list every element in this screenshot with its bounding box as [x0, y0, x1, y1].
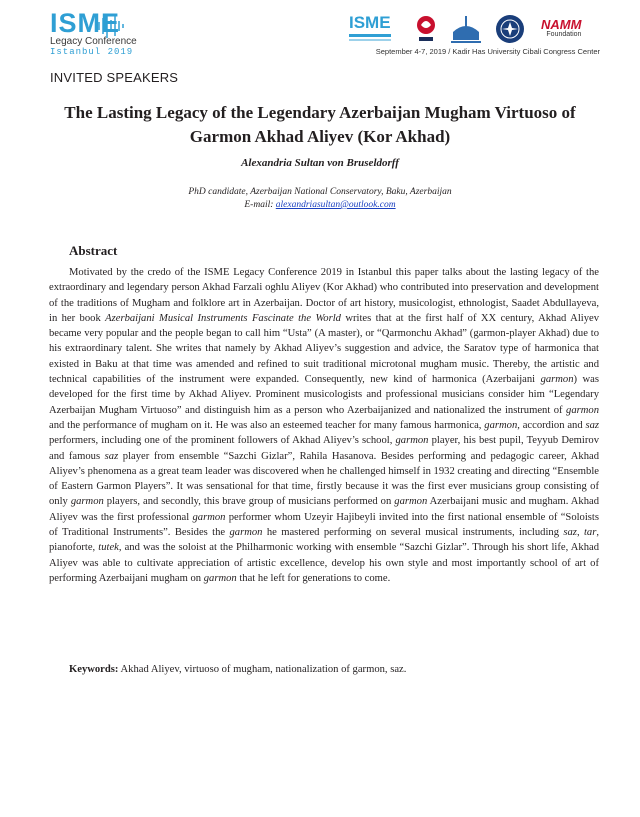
author-email-line	[60, 199, 580, 212]
abstract-text-run: that he left for generations to come.	[236, 572, 391, 584]
abstract-italic-term: garmon	[203, 572, 237, 584]
abstract-text-run: players, and secondly, this brave group of musicians performed on	[103, 496, 395, 508]
email-label: E-mail:	[244, 200, 276, 210]
abstract-italic-term: garmon	[395, 435, 429, 447]
university-seal-icon	[495, 14, 525, 44]
abstract-text-run: player from ensemble “Sazchi Gizlar”, Rahila Hasanova. Besides performing and pedagogic career, Akhad Aliyev’s phenomena as a great team leader was discovered when he challenged himself in 1932 creating and directing “Ensemble of Eastern Garmon Players”. It was sensational for that time, firstly because it was the first ever musicians group consisting of only	[49, 450, 600, 508]
abstract-italic-term: garmon	[70, 496, 104, 508]
abstract-text-run: player, his best pupil, Teyyub Demirov and famous	[49, 435, 599, 462]
abstract-italic-term: saz	[563, 527, 577, 539]
abstract-italic-term: garmon	[394, 496, 428, 508]
abstract-italic-term: garmon	[229, 527, 263, 539]
keywords-label: Keywords:	[69, 664, 119, 675]
keywords-text: Akhad Aliyev, virtuoso of mugham, nationalization of garmon, saz.	[120, 664, 407, 675]
abstract-text-run: and the performance of mugham on it. He was also an esteemed teacher for many famous harmonica,	[49, 419, 485, 431]
abstract-italic-term: saz	[585, 419, 600, 431]
abstract-text-run: Azerbaijani music and mugham. Akhad Aliyev was the first professional	[49, 496, 599, 523]
conference-logo-title: ISME	[50, 8, 121, 38]
author-name: Alexandria Sultan von Bruseldorff	[241, 157, 399, 169]
abstract-text-run: , pianoforte,	[49, 527, 599, 554]
section-label: INVITED SPEAKERS	[50, 70, 179, 85]
abstract-italic-term: Azerbaijani Musical Instruments Fascinate the World	[105, 312, 341, 324]
abstract-text-run: ) was developed for the first time by Akhad Aliyev. Prominent musicologists and professional musicians consider him “Legendary Azerbaijan Mugham Virtuoso” and distinguish him as a person who Azerbaijanized and nationalized the instrument of	[49, 374, 599, 416]
abstract-italic-term: garmon	[484, 419, 518, 431]
conference-logo-city: Istanbul 2019	[50, 47, 134, 57]
abstract-text-run: he mastered performing on several musical instruments, including	[262, 527, 564, 539]
namm-foundation-logo: NAMM Foundation	[541, 17, 582, 38]
conference-logo-subtitle: Legacy Conference	[50, 36, 137, 47]
paper-title-line-2: Garmon Akhad Aliyev (Kor Akhad)	[189, 127, 451, 146]
abstract-text-run: writes that at the first half of XX century, Akhad Aliyev became very popular and the people began to call him “Usta” (A master), or “Qarmonchu Akhad” (garmon-player Akhad) due to his extraordinary talent. She writes that namely by Akhad Aliyev’s suggestion and advice, the Saratov type of harmonica that existed in Baku at that time was amended and refined to suit traditional microtonal mugham music. Thereby, the artistic and technical capabilities of the instrument were expanded. Consequently, new kind of harmonica (Azerbaijani	[49, 312, 599, 386]
abstract-text-run: Motivated by the credo of the ISME Legacy Conference 2019 in Istanbul this paper talks about the lasting legacy of the extraordinary and legendary person Akhad Farzali oghlu Aliyev (Kor Akhad) who contributed into preservation and development of the traditions of Mugham and folklore art in Azerbaijan. Doctor of art history, musicologist, ethnologist, Saadet Abdullayeva, in her book	[49, 267, 599, 324]
abstract-italic-term: tar	[583, 527, 597, 539]
abstract-body	[49, 265, 599, 586]
author-email-link[interactable]: alexandriasultan@outlook.com	[275, 200, 396, 210]
author-affiliation-block	[60, 186, 580, 212]
keywords-line	[69, 664, 406, 675]
conference-date-venue: September 4-7, 2019 / Kadir Has University Cibali Congress Center	[375, 47, 600, 56]
isme-sponsor-logo: ISME	[349, 14, 391, 41]
abstract-italic-term: garmon	[192, 511, 226, 523]
abstract-text-run: performer whom Uzeyir Hajibeyli invited into the first national ensemble of “Soloists of Traditional Instruments”. Besides the	[49, 511, 599, 539]
paper-title-line-1: The Lasting Legacy of the Legendary Azerbaijan Mugham Virtuoso of	[64, 103, 576, 122]
institute-emblem-icon	[413, 14, 439, 44]
abstract-text-run: performers, including one of the prominent followers of Akhad Aliyev’s school,	[49, 435, 396, 447]
abstract-text-run: ,	[576, 527, 584, 539]
abstract-text-run: , accordion and	[517, 419, 586, 431]
abstract-text-run: , and was the soloist at the Philharmonic working with ensemble “Sazchi Gizlar”. Through his short life, Akhad Aliyev was able to cultivate appreciation of artistic excellence, develop his own style and most importantly school of art of performing Azerbaijani mugham on	[49, 542, 599, 584]
abstract-italic-term: saz	[104, 450, 119, 462]
abstract-heading: Abstract	[69, 243, 118, 258]
abstract-italic-term: garmon	[566, 404, 599, 416]
author-affiliation: PhD candidate, Azerbaijan National Conservatory, Baku, Azerbaijan	[188, 187, 452, 197]
paper-title	[60, 101, 580, 149]
sound-wave-icon	[96, 12, 126, 40]
abstract-italic-term: tutek	[98, 542, 119, 554]
sponsor-logos	[345, 14, 597, 44]
abstract-italic-term: garmon	[540, 374, 574, 386]
mosque-skyline-icon	[449, 14, 483, 44]
page-header	[0, 0, 640, 92]
